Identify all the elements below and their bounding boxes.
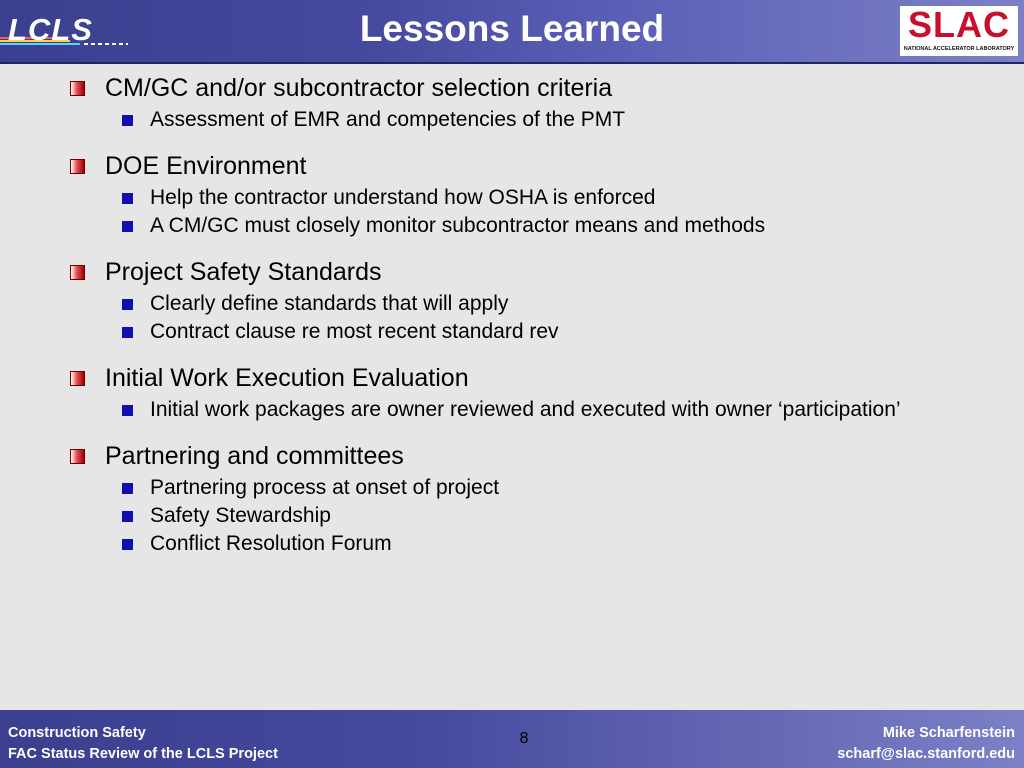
level2-bullet [0,503,1024,528]
red-gradient-square-bullet-icon [70,265,85,280]
footer-email: scharf@slac.stanford.edu [837,746,1015,762]
blue-square-bullet-icon [122,115,133,126]
level1-bullet [0,362,1024,394]
level2-bullet-text: Conflict Resolution Forum [150,532,392,555]
lcls-logo-text: LCLS [8,12,93,47]
blue-square-bullet-icon [122,327,133,338]
blue-square-bullet-icon [122,221,133,232]
level2-bullet-text: Initial work packages are owner reviewed and executed with owner ‘participation’ [150,398,901,421]
footer-project-title: FAC Status Review of the LCLS Project [8,746,278,762]
footer-presentation-title: Construction Safety [8,725,146,741]
slac-logo [900,6,1018,56]
footer-right [837,723,1015,765]
blue-square-bullet-icon [122,299,133,310]
slac-logo-text: SLAC [908,4,1010,45]
page-number: 8 [519,730,529,747]
red-gradient-square-bullet-icon [70,81,85,96]
blue-square-bullet-icon [122,539,133,550]
bullet-section [0,150,1024,238]
blue-square-bullet-icon [122,483,133,494]
footer-bar [0,710,1024,768]
bullet-section [0,362,1024,422]
level1-bullet [0,256,1024,288]
bullet-list [0,72,1024,574]
level2-bullet-text: Contract clause re most recent standard rev [150,320,559,343]
red-gradient-square-bullet-icon [70,159,85,174]
slide-title: Lessons Learned [359,8,665,49]
level1-bullet [0,150,1024,182]
level2-bullet-text: Safety Stewardship [150,504,331,527]
level2-bullet [0,185,1024,210]
slac-logo-subtitle: NATIONAL ACCELERATOR LABORATORY [903,46,1015,52]
level2-bullet [0,213,1024,238]
footer-author: Mike Scharfenstein [882,725,1015,741]
bullet-section [0,440,1024,556]
bullet-section [0,256,1024,344]
blue-square-bullet-icon [122,511,133,522]
level2-bullet [0,291,1024,316]
level2-bullet [0,531,1024,556]
level2-bullet-text: Partnering process at onset of project [150,476,500,499]
level2-bullet-text: Help the contractor understand how OSHA is enforced [150,186,656,209]
red-gradient-square-bullet-icon [70,449,85,464]
level1-bullet-text: Project Safety Standards [105,258,382,286]
level1-bullet-text: CM/GC and/or subcontractor selection criteria [105,74,613,102]
level2-bullet [0,107,1024,132]
level2-bullet [0,319,1024,344]
level2-bullet-text: Assessment of EMR and competencies of the PMT [150,108,626,131]
level2-bullet-text: Clearly define standards that will apply [150,292,509,315]
blue-square-bullet-icon [122,193,133,204]
level1-bullet-text: DOE Environment [105,152,307,180]
title-bar [0,0,1024,64]
level2-bullet [0,397,1024,422]
level1-bullet-text: Initial Work Execution Evaluation [105,364,469,392]
level1-bullet [0,72,1024,104]
level2-bullet-text: A CM/GC must closely monitor subcontractor means and methods [150,214,766,237]
level2-bullet [0,475,1024,500]
blue-square-bullet-icon [122,405,133,416]
level1-bullet [0,440,1024,472]
red-gradient-square-bullet-icon [70,371,85,386]
level1-bullet-text: Partnering and committees [105,442,404,470]
bullet-section [0,72,1024,132]
